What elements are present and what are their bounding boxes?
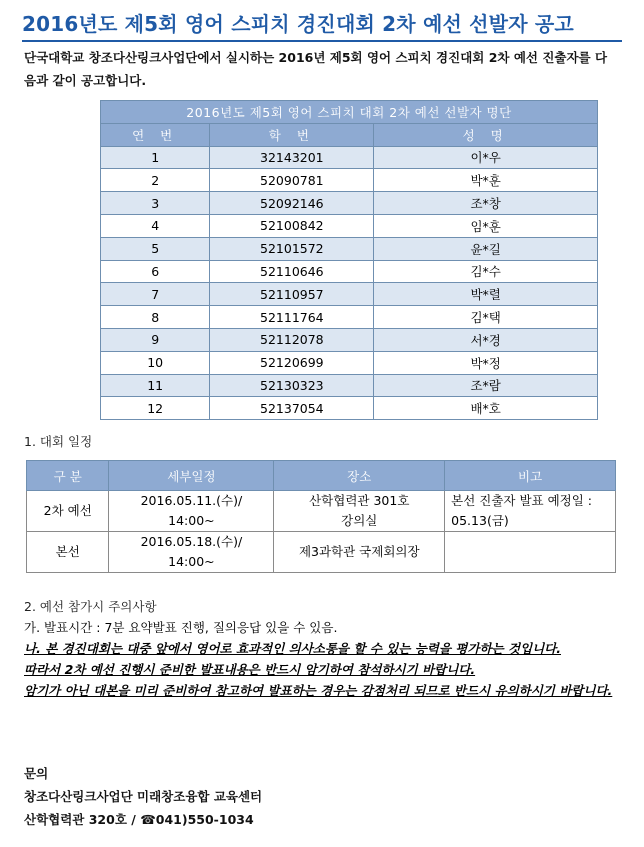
roster-student-id: 52100842: [210, 214, 374, 237]
schedule-place-line1: 제3과학관 국제회의장: [298, 544, 420, 559]
title-underline: [22, 40, 622, 42]
schedule-header-category: 구 분: [27, 461, 109, 491]
table-row: [101, 260, 598, 283]
contact-room: 산학협력관 320호: [24, 812, 127, 827]
contact-phone: 041)550-1034: [155, 812, 254, 827]
schedule-date: 2016.05.11.(수)/ 14:00~: [109, 491, 274, 532]
roster-name: 윤*길: [374, 237, 598, 260]
roster-number: 3: [101, 192, 210, 215]
table-row: [101, 283, 598, 306]
table-row: [101, 328, 598, 351]
roster-number: 4: [101, 214, 210, 237]
roster-header-number: 연 번: [101, 123, 210, 146]
table-row: [101, 237, 598, 260]
schedule-category: 2차 예선: [27, 491, 109, 532]
schedule-row: [27, 532, 616, 573]
roster-number: 11: [101, 374, 210, 397]
roster-number: 9: [101, 328, 210, 351]
schedule-table: [26, 460, 616, 573]
roster-table: [100, 100, 598, 420]
roster-number: 5: [101, 237, 210, 260]
roster-name: 서*경: [374, 328, 598, 351]
roster-student-id: 52092146: [210, 192, 374, 215]
contact-label: 문의: [24, 766, 49, 781]
roster-number: 6: [101, 260, 210, 283]
roster-header-name: 성 명: [374, 123, 598, 146]
page-title: 2016년도 제5회 영어 스피치 경진대회 2차 예선 선발자 공고: [22, 12, 574, 36]
roster-name: 조*람: [374, 374, 598, 397]
contact-line: [24, 808, 262, 831]
notice-penalty: 암기가 아닌 대본을 미리 준비하여 참고하여 발표하는 경우는 감점처리 되므로 반드시 유의하시기 바랍니다.: [24, 683, 613, 698]
roster-student-id: 32143201: [210, 146, 374, 169]
roster-student-id: 52130323: [210, 374, 374, 397]
table-row: [101, 214, 598, 237]
roster-number: 10: [101, 351, 210, 374]
roster-name: 박*훈: [374, 169, 598, 192]
notice-block: [24, 617, 614, 701]
schedule-place-line1: 산학협력관 301호: [309, 493, 410, 508]
roster-name: 김*택: [374, 306, 598, 329]
table-row: [101, 374, 598, 397]
roster-student-id: 52111764: [210, 306, 374, 329]
roster-student-id: 52112078: [210, 328, 374, 351]
roster-name: 김*수: [374, 260, 598, 283]
contact-separator: /: [131, 812, 136, 827]
table-row: [101, 306, 598, 329]
schedule-place: [274, 532, 445, 573]
roster-header-student-id: 학 번: [210, 123, 374, 146]
notice-memorize: 따라서 2차 예선 진행시 준비한 발표내용은 반드시 암기하여 참석하시기 바랍니다.: [24, 662, 476, 677]
roster-number: 7: [101, 283, 210, 306]
roster-name: 배*호: [374, 397, 598, 420]
roster-name: 박*정: [374, 351, 598, 374]
roster-student-id: 52120699: [210, 351, 374, 374]
schedule-date: 2016.05.18.(수)/ 14:00~: [109, 532, 274, 573]
roster-caption: 2016년도 제5회 영어 스피치 대회 2차 예선 선발자 명단: [101, 101, 598, 124]
schedule-remark: 본선 진출자 발표 예정일 : 05.13(금): [445, 491, 616, 532]
notice-evaluation: 나. 본 경진대회는 대중 앞에서 영어로 효과적인 의사소통을 할 수 있는 능력을 평가하는 것입니다.: [24, 641, 561, 656]
roster-name: 박*렬: [374, 283, 598, 306]
phone-icon: ☎: [140, 812, 156, 827]
table-row: [101, 192, 598, 215]
roster-student-id: 52110957: [210, 283, 374, 306]
roster-name: 조*창: [374, 192, 598, 215]
section-notice-heading: 2. 예선 참가시 주의사항: [24, 599, 157, 614]
notice-time: 가. 발표시간 : 7분 요약발표 진행, 질의응답 있을 수 있음.: [24, 620, 338, 635]
table-row: [101, 397, 598, 420]
schedule-header-detail: 세부일정: [109, 461, 274, 491]
schedule-category: 본선: [27, 532, 109, 573]
schedule-place-line2: 강의실: [341, 513, 378, 528]
schedule-header-place: 장소: [274, 461, 445, 491]
roster-name: 이*우: [374, 146, 598, 169]
roster-student-id: 52110646: [210, 260, 374, 283]
schedule-row: [27, 491, 616, 532]
schedule-header-remark: 비고: [445, 461, 616, 491]
schedule-place: [274, 491, 445, 532]
roster-student-id: 52137054: [210, 397, 374, 420]
schedule-remark: [445, 532, 616, 573]
roster-student-id: 52090781: [210, 169, 374, 192]
roster-name: 임*훈: [374, 214, 598, 237]
section-schedule-heading: 1. 대회 일정: [24, 434, 93, 449]
contact-block: [24, 762, 262, 831]
intro-paragraph: 단국대학교 창조다산링크사업단에서 실시하는 2016년 제5회 영어 스피치 경진대회 2차 예선 진출자를 다음과 같이 공고합니다.: [24, 50, 608, 88]
table-row: [101, 169, 598, 192]
table-row: [101, 146, 598, 169]
table-row: [101, 351, 598, 374]
roster-student-id: 52101572: [210, 237, 374, 260]
contact-org: 창조다산링크사업단 미래창조융합 교육센터: [24, 789, 263, 804]
roster-number: 1: [101, 146, 210, 169]
roster-number: 8: [101, 306, 210, 329]
roster-number: 12: [101, 397, 210, 420]
roster-number: 2: [101, 169, 210, 192]
